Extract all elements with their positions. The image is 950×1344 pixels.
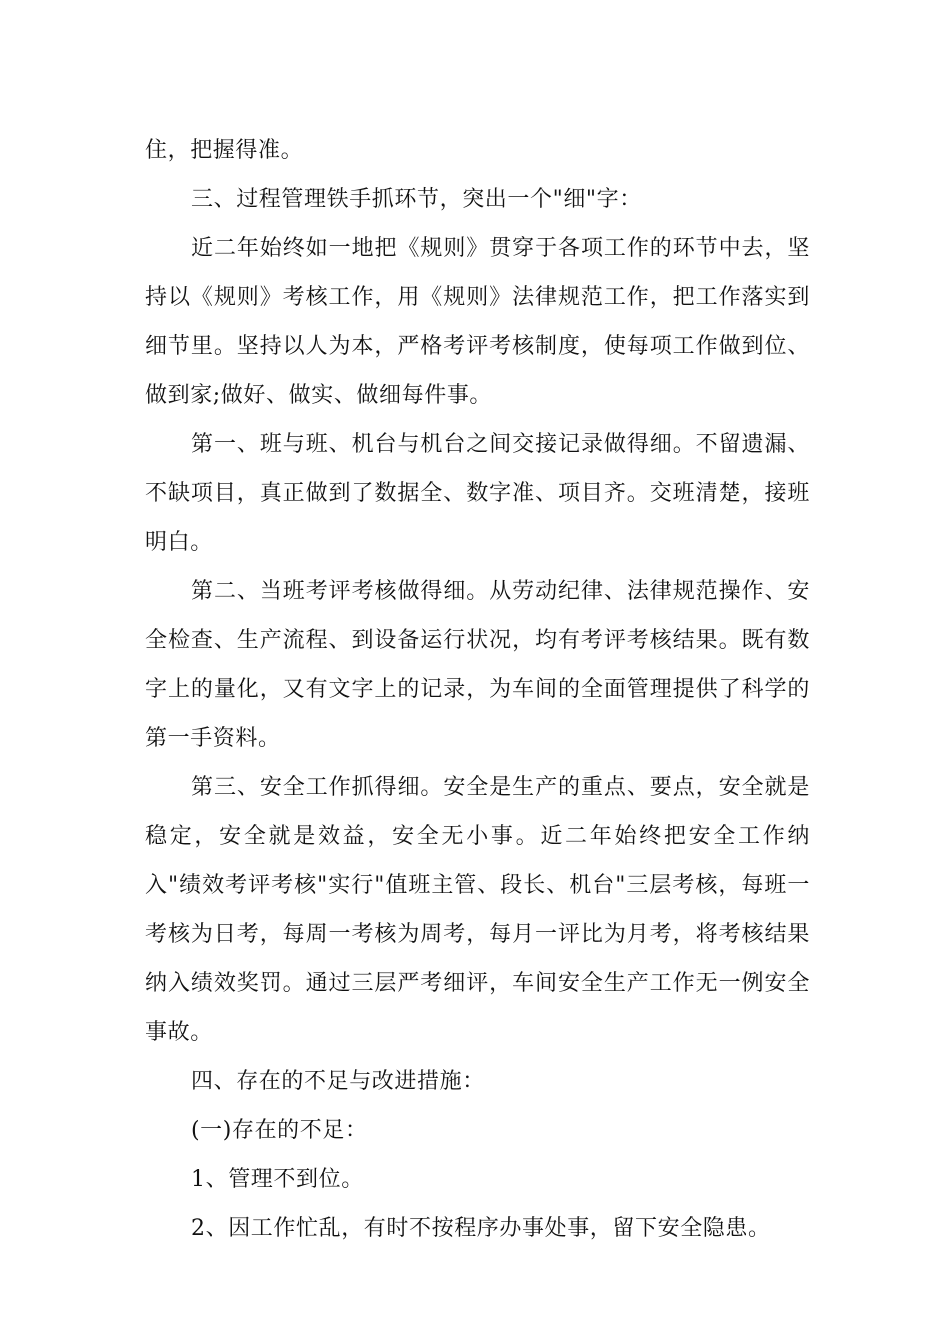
- subheading-shortcomings: (一)存在的不足：: [191, 1118, 368, 1143]
- section-heading-four: 四、存在的不足与改进措施：: [191, 1069, 485, 1094]
- paragraph-second: 第二、当班考评考核做得细。从劳动纪律、法律规范操作、安全检查、生产流程、到设备运行状况，均有考评考核结果。既有数字上的量化，又有文字上的记录，为车间的全面管理提供了科学的第一手资料。: [145, 579, 810, 751]
- paragraph-rules: 近二年始终如一地把《规则》贯穿于各项工作的环节中去，坚持以《规则》考核工作，用《规则》法律规范工作，把工作落实到细节里。坚持以人为本，严格考评考核制度，使每项工作做到位、做到家;做好、做实、做细每件事。: [145, 236, 810, 408]
- list-item-1: 1、管理不到位。: [191, 1167, 364, 1192]
- paragraph-third: 第三、安全工作抓得细。安全是生产的重点、要点，安全就是稳定，安全就是效益，安全无小事。近二年始终把安全工作纳入"绩效考评考核"实行"值班主管、段长、机台"三层考核，每班一考核为日考，每周一考核为周考，每月一评比为月考，将考核结果纳入绩效奖罚。通过三层严考细评，车间安全生产工作无一例安全事故。: [145, 775, 810, 1045]
- paragraph-continuation: 住，把握得准。: [145, 138, 304, 163]
- paragraph-first: 第一、班与班、机台与机台之间交接记录做得细。不留遗漏、不缺项目，真正做到了数据全、数字准、项目齐。交班清楚，接班明白。: [145, 432, 810, 555]
- section-heading-three: 三、过程管理铁手抓环节，突出一个"细"字：: [191, 187, 642, 212]
- document-body: [145, 126, 810, 1253]
- list-item-2: 2、因工作忙乱，有时不按程序办事处事，留下安全隐患。: [191, 1216, 771, 1241]
